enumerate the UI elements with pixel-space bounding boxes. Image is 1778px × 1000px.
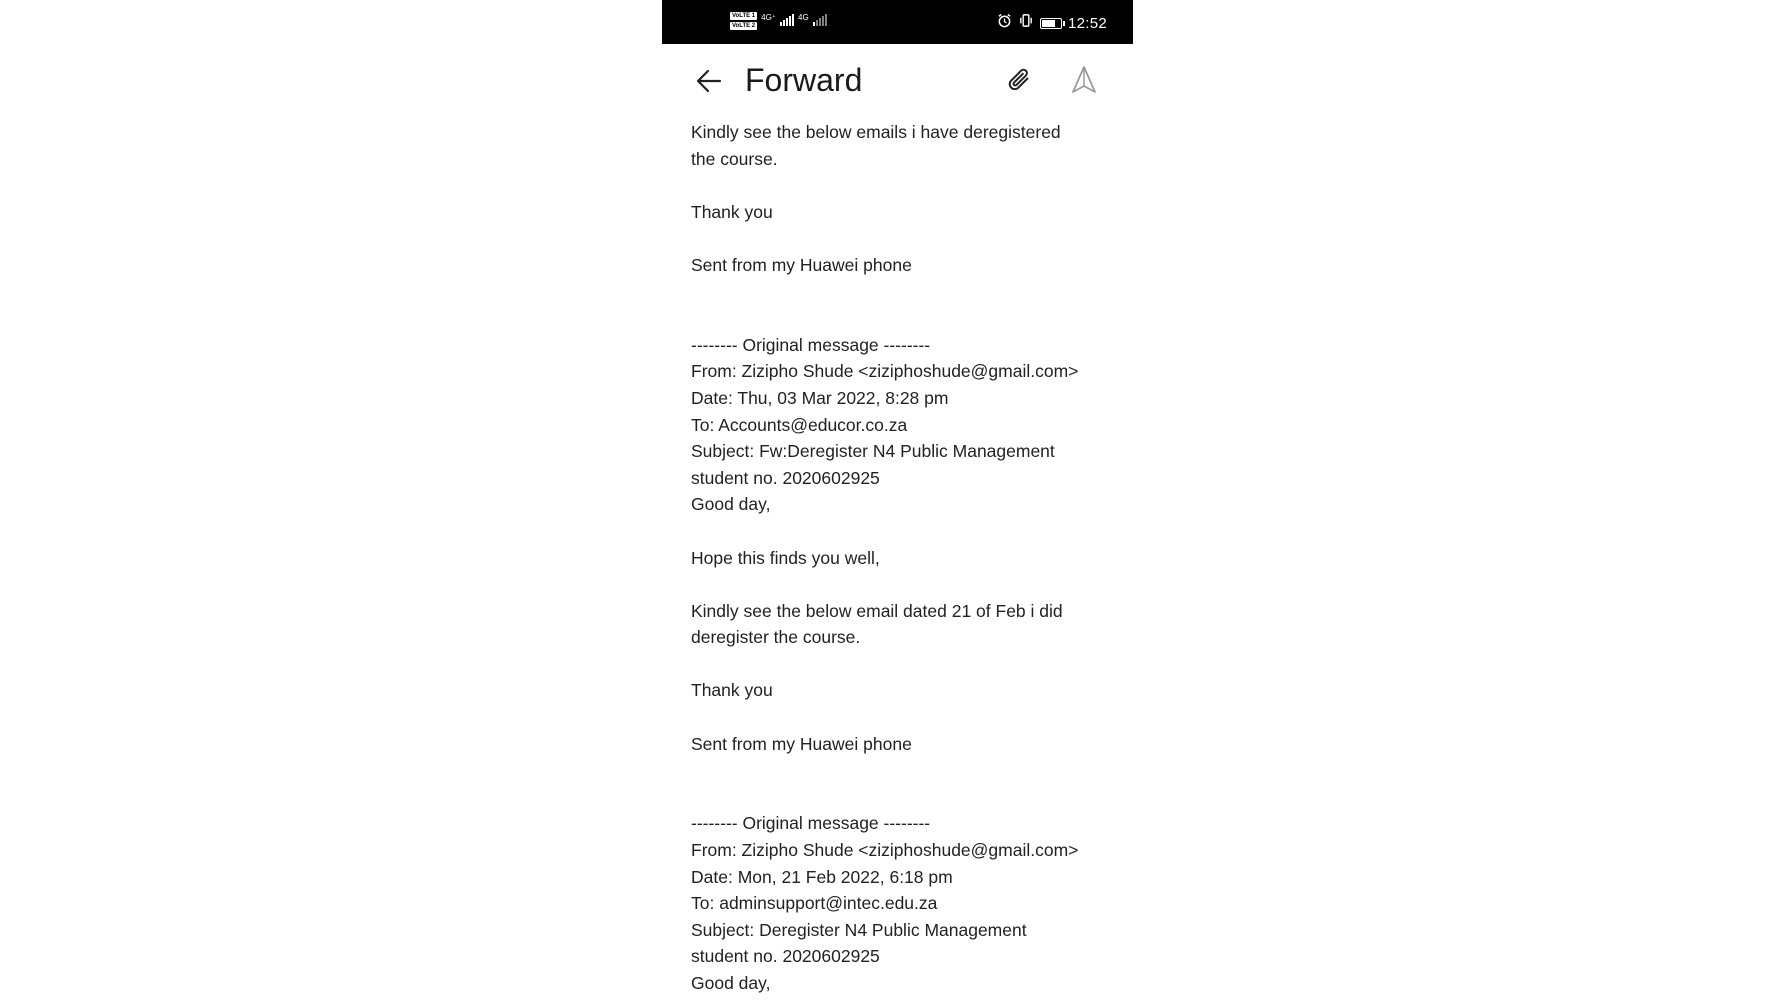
- volte-sim2-badge: VoLTE 2: [732, 23, 756, 29]
- signal-bars-sim1-icon: [780, 12, 794, 26]
- message-line: Subject: Deregister N4 Public Management: [691, 919, 1027, 940]
- message-line: the course.: [691, 148, 778, 169]
- message-line: deregister the course.: [691, 627, 861, 648]
- message-line: Sent from my Huawei phone: [691, 254, 912, 275]
- blank-line: [691, 305, 1111, 332]
- battery-level-fill: [1042, 20, 1055, 27]
- status-bar: [662, 0, 1133, 44]
- signal-indicators: [730, 12, 827, 30]
- message-line: To: adminsupport@intec.edu.za: [691, 893, 938, 914]
- message-line: Hope this finds you well,: [691, 547, 880, 568]
- message-line: Thank you: [691, 680, 773, 701]
- battery-icon: [1040, 18, 1062, 29]
- message-line: -------- Original message --------: [691, 334, 931, 355]
- clock: 12:52: [1067, 14, 1107, 32]
- message-line: Good day,: [691, 973, 771, 993]
- arrow-left-icon: [694, 66, 724, 96]
- message-line: Date: Mon, 21 Feb 2022, 6:18 pm: [691, 866, 953, 887]
- blank-line: [691, 225, 1111, 252]
- message-line: Date: Thu, 03 Mar 2022, 8:28 pm: [691, 387, 949, 408]
- page-title: Forward: [745, 62, 863, 98]
- blank-line: [691, 784, 1111, 811]
- message-line: To: Accounts@educor.co.za: [691, 414, 908, 435]
- send-icon: [1069, 64, 1099, 96]
- network-type-sim2: 4G: [798, 13, 809, 22]
- app-header: [662, 44, 1133, 119]
- back-button[interactable]: [692, 64, 726, 98]
- blank-line: [691, 172, 1111, 199]
- message-line: From: Zizipho Shude <ziziphoshude@gmail.com>: [691, 361, 1079, 382]
- blank-line: [691, 518, 1111, 545]
- message-line: Thank you: [691, 201, 773, 222]
- status-icons: [997, 13, 1107, 33]
- blank-line: [691, 704, 1111, 731]
- message-line: Kindly see the below emails i have deregistered: [691, 122, 1061, 142]
- blank-line: [691, 757, 1111, 784]
- phone-screen: [662, 0, 1133, 1000]
- attach-button[interactable]: [1002, 62, 1038, 98]
- message-line: Good day,: [691, 494, 771, 515]
- message-line: Sent from my Huawei phone: [691, 733, 912, 754]
- vibrate-icon: [1018, 13, 1034, 33]
- message-line: -------- Original message --------: [691, 813, 931, 834]
- paperclip-icon: [1005, 65, 1035, 95]
- alarm-icon: [997, 13, 1012, 33]
- blank-line: [691, 279, 1111, 306]
- blank-line: [691, 571, 1111, 598]
- message-line: student no. 2020602925: [691, 467, 880, 488]
- send-button[interactable]: [1066, 62, 1102, 98]
- blank-line: [691, 651, 1111, 678]
- message-line: Subject: Fw:Deregister N4 Public Management: [691, 441, 1055, 462]
- volte-sim1-badge: VoLTE 1: [732, 13, 756, 19]
- message-body[interactable]: [691, 119, 1111, 997]
- message-line: Kindly see the below email dated 21 of Feb i did: [691, 600, 1063, 621]
- network-type-sim1: 4G⁺: [761, 13, 777, 22]
- message-line: From: Zizipho Shude <ziziphoshude@gmail.com>: [691, 840, 1079, 861]
- signal-bars-sim2-icon: [813, 12, 827, 26]
- message-line: student no. 2020602925: [691, 946, 880, 967]
